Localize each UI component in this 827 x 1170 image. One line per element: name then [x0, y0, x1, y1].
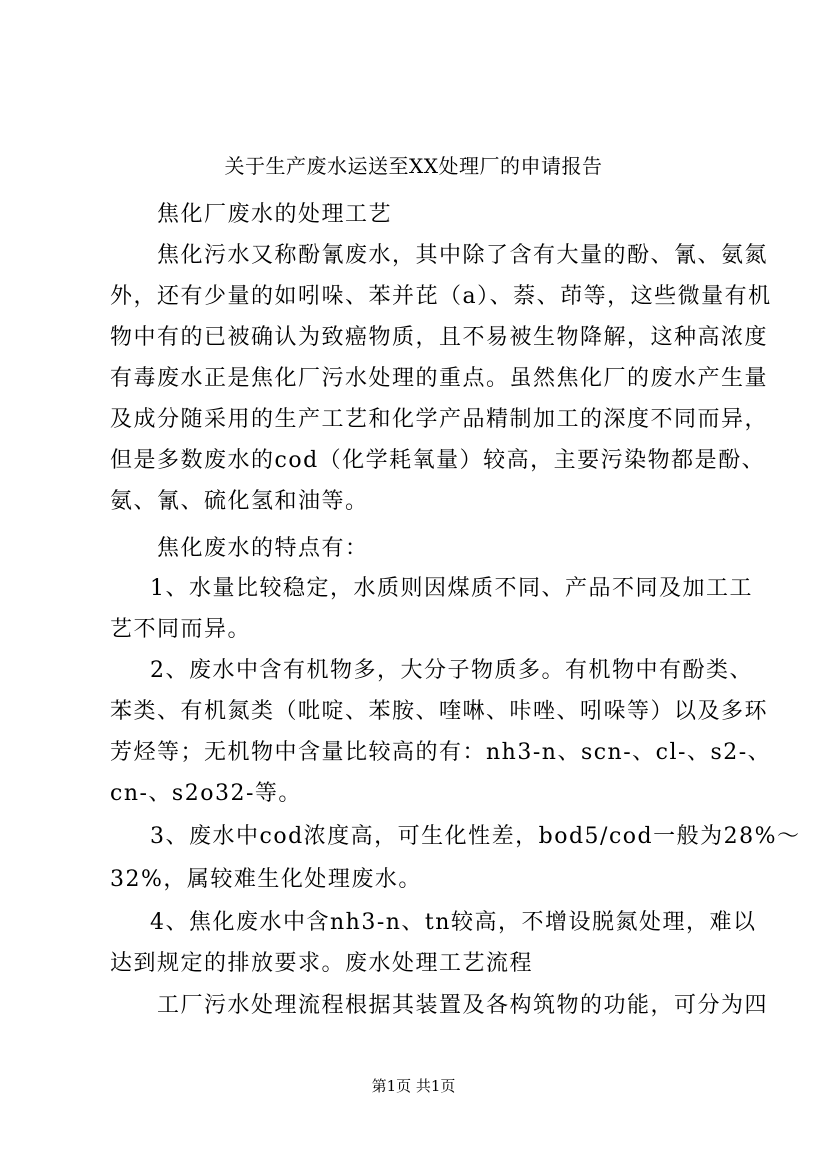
paragraph-line: 1、水量比较稳定，水质则因煤质不同、产品不同及加工工	[150, 576, 753, 601]
paragraph-line: 2、废水中含有机物多，大分子物质多。有机物中有酚类、	[150, 658, 753, 683]
paragraph-line: 3、废水中cod浓度高，可生化性差，bod5/cod一般为28%～	[150, 824, 801, 849]
page-footer: 第1页 共1页	[371, 1077, 456, 1095]
paragraph-line: 苯类、有机氮类（吡啶、苯胺、喹啉、咔唑、吲哚等）以及多环	[110, 699, 769, 724]
paragraph-line: 焦化污水又称酚氰废水，其中除了含有大量的酚、氰、氨氮	[157, 243, 769, 268]
paragraph-line: 焦化厂废水的处理工艺	[157, 202, 393, 227]
paragraph-line: 32%，属较难生化处理废水。	[110, 867, 422, 892]
paragraph-line: 工厂污水处理流程根据其装置及各构筑物的功能，可分为四	[157, 993, 769, 1018]
paragraph-line: 但是多数废水的cod（化学耗氧量）较高，主要污染物都是酚、	[110, 448, 766, 473]
paragraph-line: 有毒废水正是焦化厂污水处理的重点。虽然焦化厂的废水产生量	[110, 366, 769, 391]
paragraph-line: 及成分随采用的生产工艺和化学产品精制加工的深度不同而异，	[110, 407, 769, 432]
paragraph-line: 艺不同而异。	[110, 617, 252, 642]
paragraph-line: 达到规定的排放要求。废水处理工艺流程	[110, 951, 534, 976]
paragraph-line: 物中有的已被确认为致癌物质，且不易被生物降解，这种高浓度	[110, 325, 769, 350]
paragraph-line: cn-、s2o32-等。	[110, 781, 302, 806]
paragraph-line: 外，还有少量的如吲哚、苯并芘（a）、萘、茚等，这些微量有机	[110, 284, 772, 309]
paragraph-line: 4、焦化废水中含nh3-n、tn较高，不增设脱氮处理，难以	[150, 910, 757, 935]
paragraph-line: 焦化废水的特点有：	[157, 536, 369, 561]
paragraph-line: 芳烃等；无机物中含量比较高的有：nh3-n、scn-、cl-、s2-、	[110, 740, 772, 765]
document-title: 关于生产废水运送至XX处理厂的申请报告	[224, 154, 603, 178]
paragraph-line: 氨、氰、硫化氢和油等。	[110, 489, 369, 514]
